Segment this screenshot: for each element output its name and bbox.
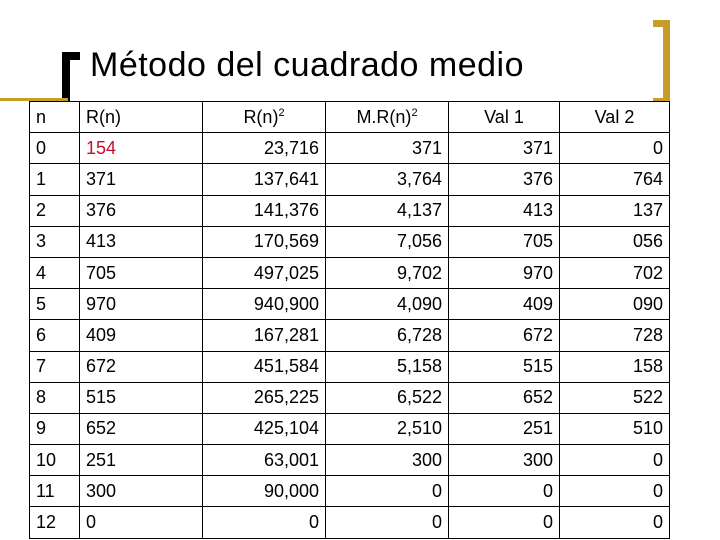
cell-val1: 251 [449,413,560,444]
cell-r: 413 [80,226,203,257]
cell-mr-squared: 6,522 [326,382,449,413]
header-val1: Val 1 [449,102,560,133]
cell-n: 11 [30,476,80,507]
header-mr-squared-base: M.R(n) [356,106,412,127]
cell-val1: 376 [449,164,560,195]
cell-mr-squared: 7,056 [326,226,449,257]
cell-val2: 090 [560,289,670,320]
header-r-squared-exponent: 2 [278,106,285,119]
cell-n: 3 [30,226,80,257]
table-row [30,507,670,538]
cell-mr-squared: 4,137 [326,195,449,226]
cell-val2: 0 [560,445,670,476]
cell-val2: 764 [560,164,670,195]
cell-val2: 056 [560,226,670,257]
cell-val2: 510 [560,413,670,444]
cell-r: 0 [80,507,203,538]
cell-n: 7 [30,351,80,382]
cell-r: 300 [80,476,203,507]
table-row [30,445,670,476]
cell-val2: 728 [560,320,670,351]
cell-mr-squared: 9,702 [326,257,449,288]
cell-n: 4 [30,257,80,288]
cell-r: 376 [80,195,203,226]
cell-n: 12 [30,507,80,538]
cell-r-squared: 265,225 [203,382,326,413]
cell-n: 0 [30,133,80,164]
cell-val1: 300 [449,445,560,476]
table-row [30,413,670,444]
cell-r-squared: 451,584 [203,351,326,382]
cell-r: 409 [80,320,203,351]
table-row [30,320,670,351]
cell-r: 705 [80,257,203,288]
right-bracket-decoration [653,20,670,98]
cell-n: 9 [30,413,80,444]
cell-mr-squared: 3,764 [326,164,449,195]
header-r-squared-base: R(n) [243,106,279,127]
cell-mr-squared: 300 [326,445,449,476]
header-r: R(n) [80,102,203,133]
cell-r-squared: 167,281 [203,320,326,351]
cell-mr-squared: 2,510 [326,413,449,444]
middle-square-table [29,101,670,539]
cell-r: 672 [80,351,203,382]
cell-r-squared: 0 [203,507,326,538]
header-r-squared [203,102,326,133]
cell-r-squared: 137,641 [203,164,326,195]
cell-n: 10 [30,445,80,476]
cell-r-squared: 170,569 [203,226,326,257]
cell-val1: 0 [449,507,560,538]
table-row [30,351,670,382]
cell-r-squared: 141,376 [203,195,326,226]
slide-title: Método del cuadrado medio [90,46,524,84]
cell-mr-squared: 4,090 [326,289,449,320]
cell-val1: 705 [449,226,560,257]
header-n: n [30,102,80,133]
cell-mr-squared: 0 [326,507,449,538]
table-row [30,195,670,226]
cell-r-squared: 497,025 [203,257,326,288]
header-mr-squared-exponent: 2 [411,106,418,119]
left-bracket-decoration [62,52,80,102]
cell-val2: 522 [560,382,670,413]
header-val2: Val 2 [560,102,670,133]
cell-val1: 652 [449,382,560,413]
cell-r: 652 [80,413,203,444]
cell-r: 371 [80,164,203,195]
table-row [30,226,670,257]
cell-r-squared: 940,900 [203,289,326,320]
table-header-row [30,102,670,133]
cell-val2: 0 [560,507,670,538]
cell-r: 154 [80,133,203,164]
cell-mr-squared: 0 [326,476,449,507]
cell-val1: 515 [449,351,560,382]
cell-val2: 137 [560,195,670,226]
cell-mr-squared: 6,728 [326,320,449,351]
cell-r: 970 [80,289,203,320]
table-row [30,476,670,507]
cell-r-squared: 425,104 [203,413,326,444]
table-row [30,257,670,288]
cell-r-squared: 90,000 [203,476,326,507]
cell-n: 1 [30,164,80,195]
cell-mr-squared: 371 [326,133,449,164]
cell-n: 8 [30,382,80,413]
cell-val1: 413 [449,195,560,226]
table-row [30,133,670,164]
cell-r-squared: 23,716 [203,133,326,164]
cell-r-squared: 63,001 [203,445,326,476]
cell-mr-squared: 5,158 [326,351,449,382]
cell-val1: 672 [449,320,560,351]
cell-val1: 0 [449,476,560,507]
cell-val2: 0 [560,476,670,507]
cell-val1: 409 [449,289,560,320]
cell-val2: 158 [560,351,670,382]
table-row [30,164,670,195]
cell-n: 2 [30,195,80,226]
cell-n: 5 [30,289,80,320]
header-mr-squared [326,102,449,133]
cell-val1: 970 [449,257,560,288]
table-row [30,382,670,413]
table-row [30,289,670,320]
cell-r: 251 [80,445,203,476]
cell-val1: 371 [449,133,560,164]
cell-r: 515 [80,382,203,413]
cell-n: 6 [30,320,80,351]
cell-val2: 0 [560,133,670,164]
cell-val2: 702 [560,257,670,288]
